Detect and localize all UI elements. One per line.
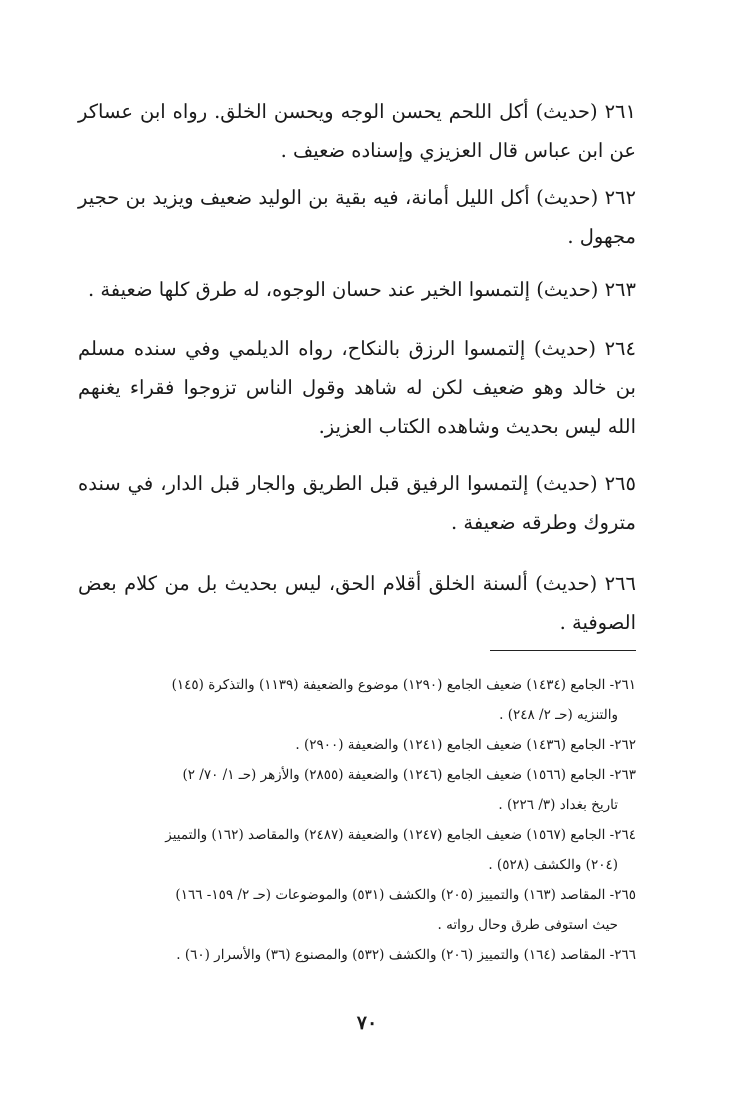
footnote-line: ٢٦١- الجامع (١٤٣٤) ضعيف الجامع (١٢٩٠) موضوع والضعيفة (١١٣٩) والتذكرة (١٤٥) <box>171 677 636 693</box>
footnote-continuation: حيث استوفى طرق وحال رواته . <box>437 917 618 933</box>
footnote-continuation: والتنزيه (حـ ٢/ ٢٤٨) . <box>499 707 618 723</box>
footnotes <box>78 670 636 970</box>
hadith-262: ٢٦٢ (حديث) أكل الليل أمانة، فيه بقية بن الوليد ضعيف ويزيد بن حجير مجهول . <box>78 186 636 248</box>
footnote-continuation: (٢٠٤) والكشف (٥٢٨) . <box>488 857 618 873</box>
footnote-261 <box>78 670 636 730</box>
hadith-264: ٢٦٤ (حديث) إلتمسوا الرزق بالنكاح، رواه الديلمي وفي سنده مسلم بن خالد وهو ضعيف لكن له شاهد وقول الناس تزوجوا فقراء يغنهم الله ليس بحديث وشاهده الكتاب العزيز. <box>78 337 636 438</box>
footnote-line: ٢٦٥- المقاصد (١٦٣) والتمييز (٢٠٥) والكشف (٥٣١) والموضوعات (حـ ٢/ ١٥٩- ١٦٦) <box>175 887 636 903</box>
hadith-266: ٢٦٦ (حديث) ألسنة الخلق أقلام الحق، ليس بحديث بل من كلام بعض الصوفية . <box>78 572 636 634</box>
footnote-continuation: تاريخ بغداد (٣/ ٢٢٦) . <box>498 797 618 813</box>
footnote-266 <box>78 940 636 970</box>
footnote-265 <box>78 880 636 940</box>
footnote-line: ٢٦٣- الجامع (١٥٦٦) ضعيف الجامع (١٢٤٦) والضعيفة (٢٨٥٥) والأزهر (حـ ١/ ٧٠/ ٢) <box>182 767 636 783</box>
hadith-265: ٢٦٥ (حديث) إلتمسوا الرفيق قبل الطريق والجار قبل الدار، في سنده متروك وطرقه ضعيفة . <box>78 472 636 534</box>
hadith-261: ٢٦١ (حديث) أكل اللحم يحسن الوجه ويحسن الخلق. رواه ابن عساكر عن ابن عباس قال العزيزي وإسناده ضعيف . <box>78 100 636 162</box>
footnote-divider <box>490 650 636 651</box>
footnote-262 <box>78 730 636 760</box>
footnote-263 <box>78 760 636 820</box>
footnote-line: ٢٦٢- الجامع (١٤٣٦) ضعيف الجامع (١٢٤١) والضعيفة (٢٩٠٠) . <box>295 737 636 753</box>
main-text <box>78 92 636 642</box>
hadith-263: ٢٦٣ (حديث) إلتمسوا الخير عند حسان الوجوه، له طرق كلها ضعيفة . <box>87 278 636 301</box>
footnote-line: ٢٦٤- الجامع (١٥٦٧) ضعيف الجامع (١٢٤٧) والضعيفة (٢٤٨٧) والمقاصد (١٦٢) والتمييز <box>165 827 636 843</box>
footnote-line: ٢٦٦- المقاصد (١٦٤) والتمييز (٢٠٦) والكشف (٥٣٢) والمصنوع (٣٦) والأسرار (٦٠) . <box>176 947 636 963</box>
footnote-264 <box>78 820 636 880</box>
page-number: ٧٠ <box>356 1012 378 1034</box>
